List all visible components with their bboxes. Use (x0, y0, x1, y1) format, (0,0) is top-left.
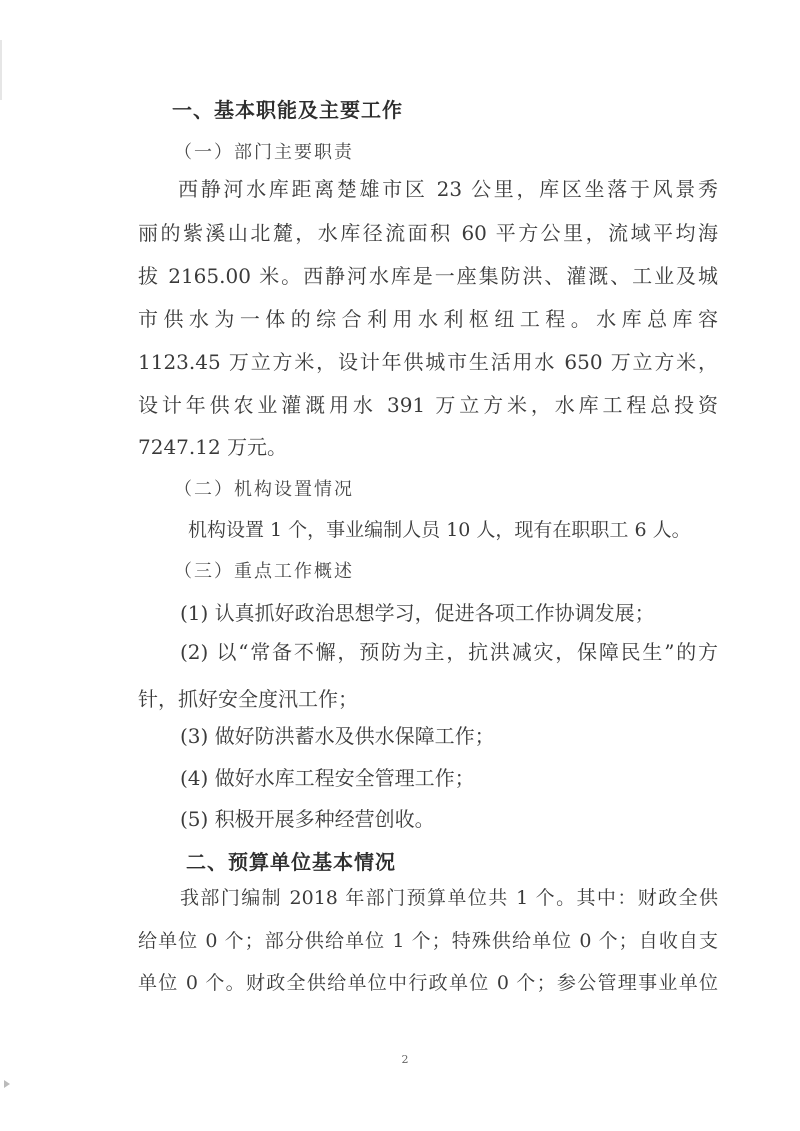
subsection-1-heading: （一）部门主要职责 (174, 142, 354, 163)
duty-line-1: 西静河水库距离楚雄市区 23 公里，库区坐落于风景秀 (178, 177, 718, 201)
work-item-2: (2) 以“常备不懈，预防为主，抗洪减灾，保障民生”的方 (180, 640, 718, 664)
duty-line-2: 丽的紫溪山北麓，水库径流面积 60 平方公里，流域平均海 (138, 221, 718, 245)
work-item-5: (5) 积极开展多种经营创收。 (180, 807, 435, 831)
duty-line-4: 市供水为一体的综合利用水利枢纽工程。水库总库容 (138, 307, 718, 331)
work-item-2-continued: 针，抓好安全度汛工作； (138, 687, 358, 711)
duty-line-6: 设计年供农业灌溉用水 391 万立方米，水库工程总投资 (138, 393, 718, 417)
duty-line-7: 7247.12 万元。 (138, 435, 288, 459)
work-item-3: (3) 做好防洪蓄水及供水保障工作； (180, 724, 495, 748)
subsection-3-heading: （三）重点工作概述 (174, 561, 354, 582)
budget-line-2: 给单位 0 个；部分供给单位 1 个；特殊供给单位 0 个；自收自支 (138, 930, 718, 952)
duty-line-3: 拔 2165.00 米。西静河水库是一座集防洪、灌溉、工业及城 (138, 264, 718, 288)
budget-line-1: 我部门编制 2018 年部门预算单位共 1 个。其中：财政全供 (180, 887, 718, 909)
section-1-heading: 一、基本职能及主要工作 (172, 98, 403, 122)
section-2-heading: 二、预算单位基本情况 (186, 850, 396, 874)
page-number: 2 (401, 1053, 409, 1066)
scan-edge (0, 40, 2, 100)
work-item-4: (4) 做好水库工程安全管理工作； (180, 766, 475, 790)
work-item-1: (1) 认真抓好政治思想学习，促进各项工作协调发展； (180, 601, 655, 625)
duty-line-5: 1123.45 万立方米，设计年供城市生活用水 650 万立方米， (138, 350, 718, 374)
staffing-text: 机构设置 1 个，事业编制人员 10 人，现有在职职工 6 人。 (188, 519, 691, 541)
budget-line-3: 单位 0 个。财政全供给单位中行政单位 0 个；参公管理事业单位 (138, 972, 718, 994)
margin-arrow-mark (4, 1080, 10, 1088)
subsection-2-heading: （二）机构设置情况 (174, 479, 354, 500)
